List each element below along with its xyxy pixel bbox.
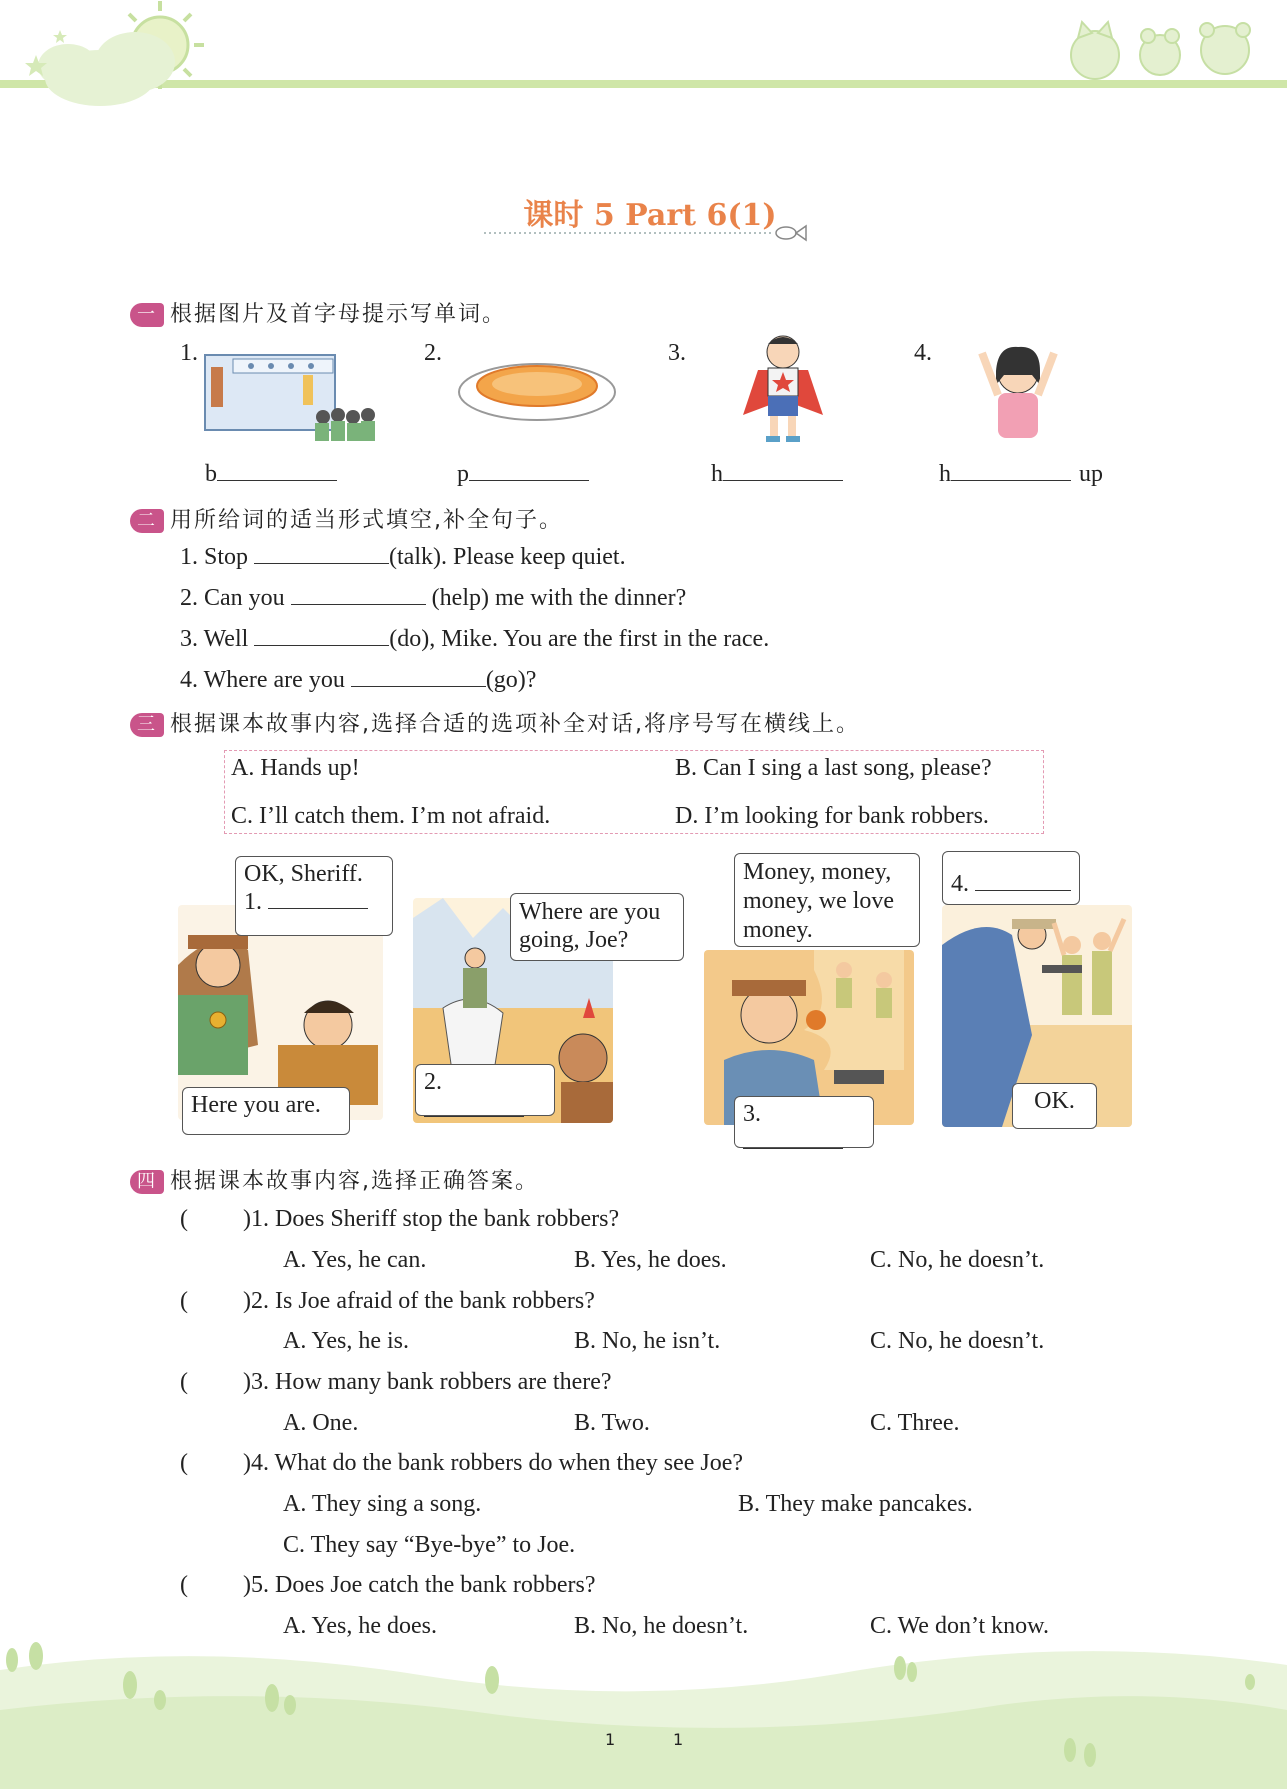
answer-blank[interactable] — [424, 1096, 524, 1117]
word-answer-1: b — [205, 460, 337, 488]
answer-blank[interactable] — [469, 460, 589, 481]
bank-picture — [203, 345, 383, 445]
choice-b[interactable]: B. They make pancakes. — [738, 1491, 973, 1517]
question-1: )1. Does Sheriff stop the bank robbers? — [243, 1206, 620, 1232]
speech-bubble: 3. — [734, 1096, 874, 1148]
choice-a[interactable]: A. Yes, he can. — [283, 1247, 427, 1273]
hero-picture — [728, 330, 838, 450]
speech-bubble: Money, money, money, we love money. — [734, 853, 920, 947]
fill-sentence-2: 2. Can you (help) me with the dinner? — [180, 585, 687, 611]
page-number-right: 1 — [673, 1730, 684, 1749]
section4-heading — [130, 1164, 539, 1195]
choice-a[interactable]: A. Yes, he does. — [283, 1613, 438, 1639]
speech-bubble: 2. — [415, 1064, 555, 1116]
question-4: )4. What do the bank robbers do when they see Joe? — [243, 1450, 744, 1476]
word-answer-3: h — [711, 460, 843, 488]
question-5: )5. Does Joe catch the bank robbers? — [243, 1572, 596, 1598]
hands-up-picture — [968, 335, 1068, 445]
question-2: )2. Is Joe afraid of the bank robbers? — [243, 1288, 595, 1314]
option-b: B. Can I sing a last song, please? — [675, 755, 992, 781]
answer-paren[interactable]: ( — [180, 1206, 188, 1232]
choice-b[interactable]: B. No, he doesn’t. — [574, 1613, 749, 1639]
answer-paren[interactable]: ( — [180, 1369, 188, 1395]
choice-a[interactable]: A. Yes, he is. — [283, 1328, 410, 1354]
choice-c[interactable]: C. Three. — [870, 1410, 960, 1436]
answer-blank[interactable] — [291, 584, 426, 605]
speech-bubble: 4. — [942, 851, 1080, 905]
section2-heading — [130, 503, 563, 534]
header-decoration — [0, 0, 1287, 120]
answer-blank[interactable] — [351, 666, 486, 687]
question-3: )3. How many bank robbers are there? — [243, 1369, 612, 1395]
answer-blank[interactable] — [268, 888, 368, 909]
speech-bubble: OK. — [1012, 1083, 1097, 1129]
answer-blank[interactable] — [217, 460, 337, 481]
word-answer-2: p — [457, 460, 589, 488]
section-badge: 三 — [130, 713, 164, 737]
speech-bubble: Here you are. — [182, 1087, 350, 1135]
option-d: D. I’m looking for bank robbers. — [675, 803, 989, 829]
page-number-left: 1 — [605, 1730, 616, 1749]
section-badge: 四 — [130, 1170, 164, 1194]
options-box — [224, 750, 1044, 834]
choice-a[interactable]: A. They sing a song. — [283, 1491, 482, 1517]
title-underline — [482, 222, 812, 244]
fill-sentence-4: 4. Where are you (go)? — [180, 667, 537, 693]
fill-sentence-3: 3. Well (do), Mike. You are the first in the race. — [180, 626, 770, 652]
answer-blank[interactable] — [975, 870, 1071, 891]
section-badge: 二 — [130, 509, 164, 533]
choice-c[interactable]: C. No, he doesn’t. — [870, 1328, 1045, 1354]
section3-instruction: 根据课本故事内容,选择合适的选项补全对话,将序号写在横线上。 — [170, 712, 860, 737]
answer-blank[interactable] — [743, 1128, 843, 1149]
answer-paren[interactable]: ( — [180, 1572, 188, 1598]
option-a: A. Hands up! — [231, 755, 360, 781]
choice-c[interactable]: C. We don’t know. — [870, 1613, 1049, 1639]
choice-c[interactable]: C. No, he doesn’t. — [870, 1247, 1045, 1273]
pancake-picture — [455, 350, 625, 430]
animal-faces-icon — [1071, 22, 1250, 79]
picture-number: 3. — [668, 340, 686, 366]
word-answer-4: h up — [939, 461, 1103, 487]
footer-hills-decoration — [0, 1620, 1287, 1789]
fill-sentence-1: 1. Stop (talk). Please keep quiet. — [180, 544, 626, 570]
choice-a[interactable]: A. One. — [283, 1410, 359, 1436]
choice-c[interactable]: C. They say “Bye-bye” to Joe. — [283, 1532, 576, 1558]
option-c: C. I’ll catch them. I’m not afraid. — [231, 803, 551, 829]
speech-bubble: OK, Sheriff. 1. — [235, 856, 393, 936]
section1-heading — [130, 297, 506, 328]
choice-b[interactable]: B. Yes, he does. — [574, 1247, 727, 1273]
choice-b[interactable]: B. Two. — [574, 1410, 650, 1436]
answer-blank[interactable] — [723, 460, 843, 481]
speech-bubble: Where are you going, Joe? — [510, 893, 684, 961]
picture-number: 4. — [914, 340, 932, 366]
section3-heading — [130, 707, 860, 738]
answer-blank[interactable] — [254, 625, 389, 646]
section4-instruction: 根据课本故事内容,选择正确答案。 — [170, 1169, 539, 1194]
fish-icon — [776, 226, 806, 240]
section1-instruction: 根据图片及首字母提示写单词。 — [170, 302, 507, 327]
lesson-title: 课时 5 Part 6(1) — [523, 198, 777, 233]
picture-number: 1. — [180, 340, 198, 366]
answer-blank[interactable] — [951, 460, 1071, 481]
section2-instruction: 用所给词的适当形式填空,补全句子。 — [170, 508, 563, 533]
picture-number: 2. — [424, 340, 442, 366]
answer-blank[interactable] — [254, 543, 389, 564]
choice-b[interactable]: B. No, he isn’t. — [574, 1328, 721, 1354]
cloud-icon — [38, 32, 175, 106]
answer-paren[interactable]: ( — [180, 1450, 188, 1476]
answer-paren[interactable]: ( — [180, 1288, 188, 1314]
section-badge: 一 — [130, 303, 164, 327]
